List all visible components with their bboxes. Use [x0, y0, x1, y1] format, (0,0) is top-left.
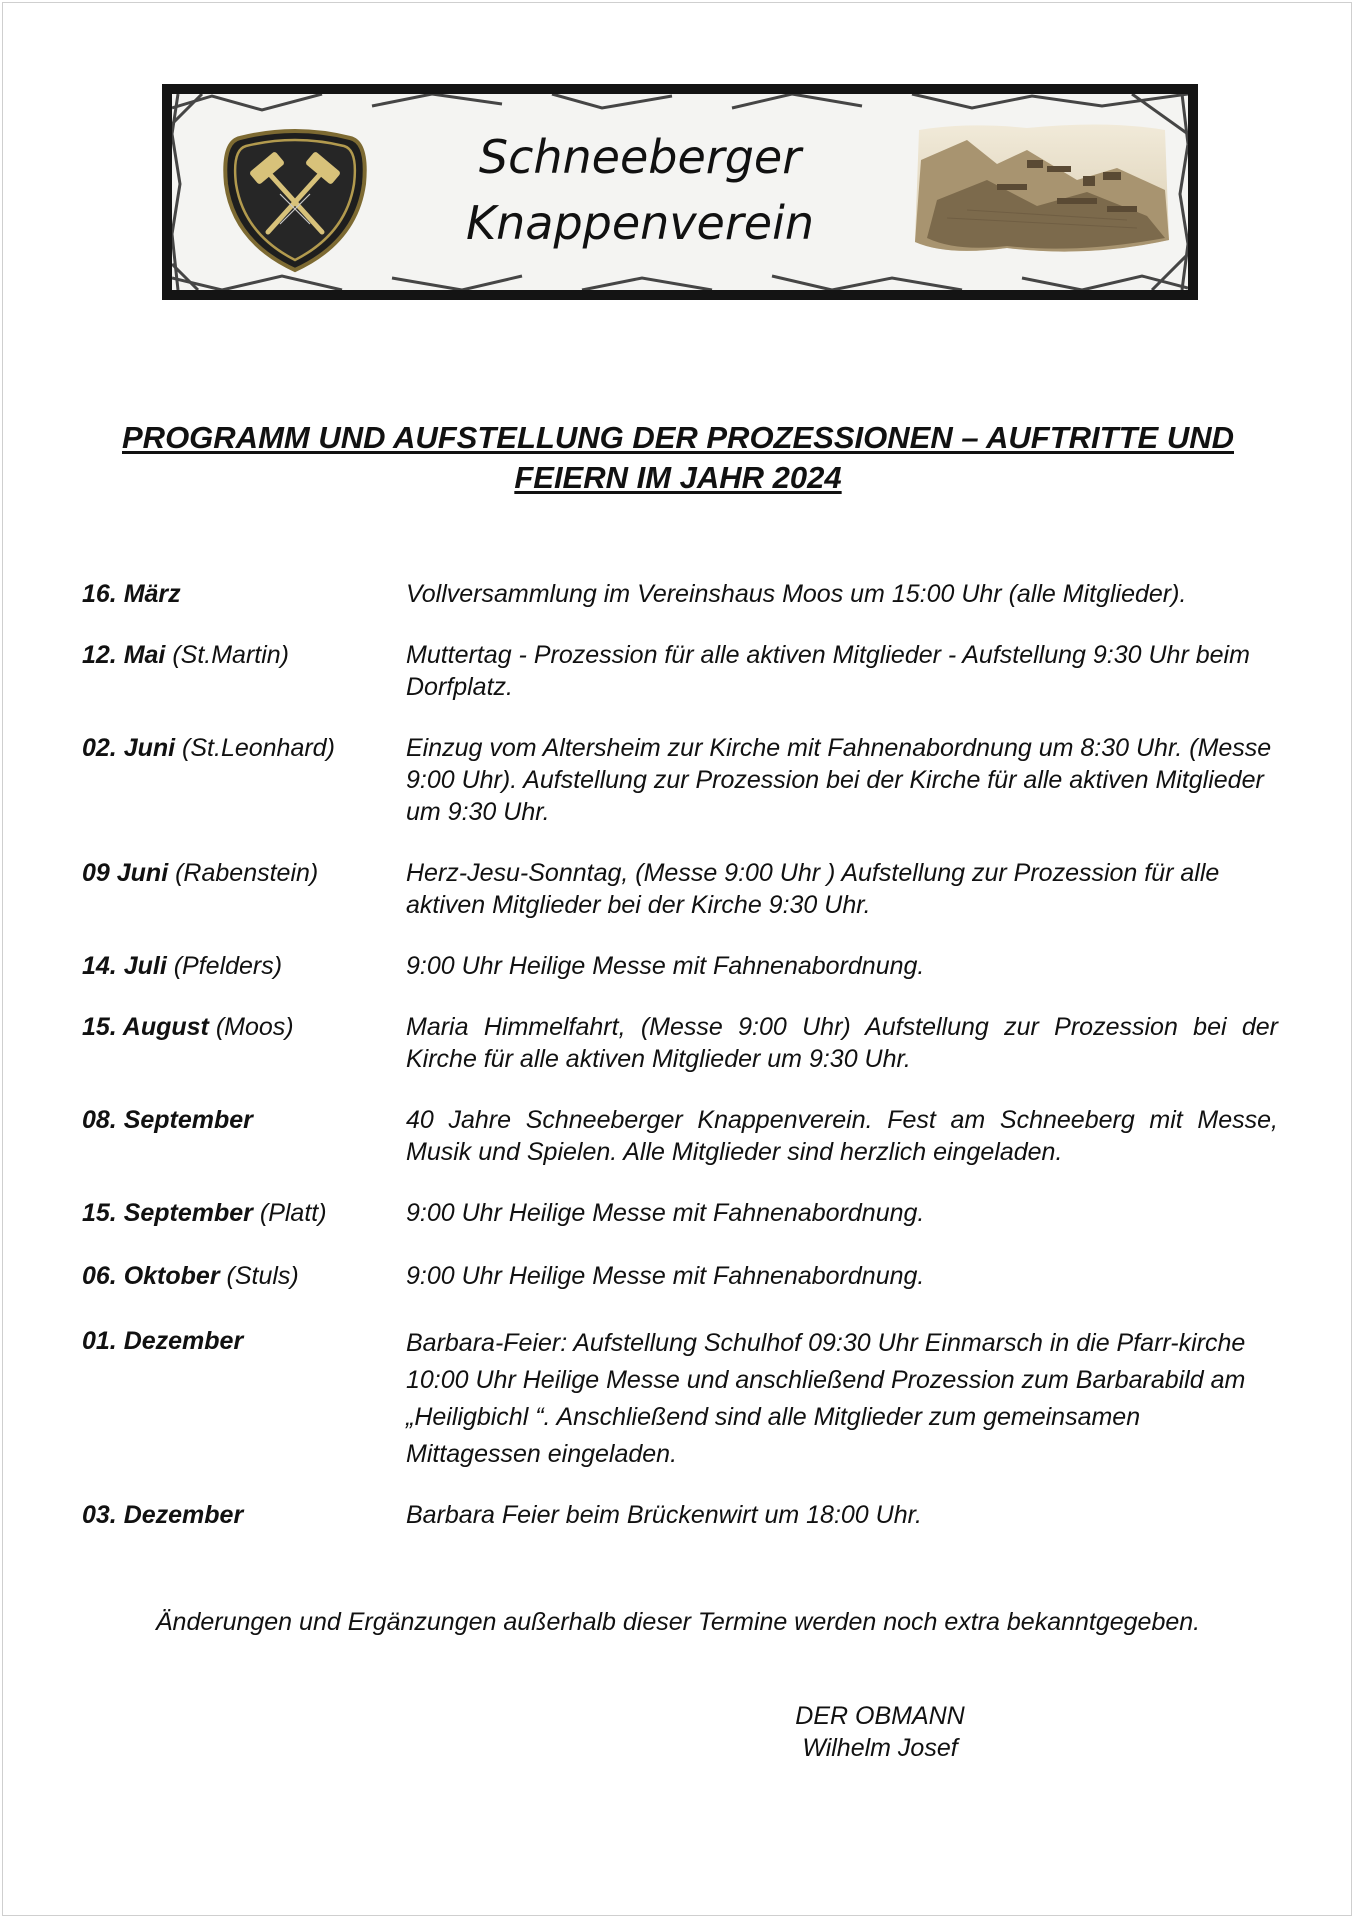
list-item: [82, 1104, 1278, 1168]
event-date: [82, 1197, 406, 1229]
event-date: [82, 639, 406, 703]
event-date: [82, 1499, 406, 1531]
date-text: 02. Juni: [82, 734, 176, 762]
date-text: 16. März: [82, 580, 181, 608]
list-item: [82, 639, 1278, 703]
event-list: [82, 578, 1278, 1531]
event-place: (Moos): [215, 1013, 294, 1041]
event-description: Barbara-Feier: Aufstellung Schulhof 09:30 Uhr Einmarsch in die Pfarr-kirche 10:00 Uhr Heilige Messe und anschließend Prozession zum Barbarabild am „Heiligbichl “. Anschließend sind alle Mitglieder zum gemeinsamen Mittagessen eingeladen.: [406, 1329, 1246, 1468]
event-description: Maria Himmelfahrt, (Messe 9:00 Uhr) Aufstellung zur Prozession bei der Kirche für alle aktiven Mitglieder um 9:30 Uhr.: [406, 1013, 1278, 1073]
event-date: [82, 1260, 406, 1292]
list-item: [82, 1011, 1278, 1075]
date-text: 06. Oktober: [82, 1262, 220, 1290]
event-place: (St.Leonhard): [182, 734, 335, 762]
signature-role: DER OBMANN: [795, 1702, 965, 1730]
event-date: [82, 950, 406, 982]
signature-block: [760, 1700, 1000, 1764]
event-description: 9:00 Uhr Heilige Messe mit Fahnenabordnung.: [406, 1199, 925, 1227]
event-place: (Stuls): [226, 1262, 299, 1290]
title-line-2: Knappenverein: [465, 196, 815, 250]
list-item: [82, 950, 1278, 982]
list-item: [82, 1499, 1278, 1531]
list-item: [82, 1260, 1278, 1292]
event-date: [82, 578, 406, 610]
list-item: [82, 1197, 1278, 1229]
header-banner: [162, 84, 1198, 300]
event-date: [82, 1104, 406, 1168]
list-item: [82, 732, 1278, 828]
event-date: [82, 1011, 406, 1075]
page-title: PROGRAMM UND AUFSTELLUNG DER PROZESSIONEN – AUFTRITTE UND FEIERN IM JAHR 2024: [122, 420, 1234, 495]
event-date: [82, 732, 406, 828]
signature-name: Wilhelm Josef: [802, 1734, 958, 1762]
title-line-1: Schneeberger: [478, 130, 802, 184]
date-text: 09 Juni: [82, 859, 169, 887]
event-description: Einzug vom Altersheim zur Kirche mit Fahnenabordnung um 8:30 Uhr. (Messe 9:00 Uhr). Aufstellung zur Prozession bei der Kirche für alle aktiven Mitglieder um 9:30 Uhr.: [406, 734, 1272, 826]
event-place: (Platt): [259, 1199, 327, 1227]
event-description: Herz-Jesu-Sonntag, (Messe 9:00 Uhr ) Aufstellung zur Prozession für alle aktiven Mitglieder bei der Kirche 9:30 Uhr.: [406, 859, 1220, 919]
date-text: 03. Dezember: [82, 1501, 244, 1529]
event-description: Muttertag - Prozession für alle aktiven Mitglieder - Aufstellung 9:30 Uhr beim Dorfplatz.: [406, 641, 1250, 701]
footer-note: Änderungen und Ergänzungen außerhalb dieser Termine werden noch extra bekanntgegeben.: [155, 1608, 1201, 1636]
event-description: Vollversammlung im Vereinshaus Moos um 15:00 Uhr (alle Mitglieder).: [406, 580, 1187, 608]
date-text: 14. Juli: [82, 952, 167, 980]
event-description: Barbara Feier beim Brückenwirt um 18:00 Uhr.: [406, 1501, 922, 1529]
event-place: (St.Martin): [172, 641, 290, 669]
event-date: [82, 1325, 406, 1473]
date-text: 12. Mai: [82, 641, 166, 669]
date-text: 15. August: [82, 1013, 209, 1041]
event-place: (Pfelders): [173, 952, 283, 980]
event-description: 40 Jahre Schneeberger Knappenverein. Fest am Schneeberg mit Messe, Musik und Spielen. Alle Mitglieder sind herzlich eingeladen.: [406, 1106, 1278, 1166]
event-place: (Rabenstein): [175, 859, 319, 887]
list-item: [82, 578, 1278, 610]
banner-panel: [172, 94, 1188, 290]
list-item: [82, 1325, 1278, 1473]
event-description: 9:00 Uhr Heilige Messe mit Fahnenabordnung.: [406, 952, 925, 980]
mine-landscape-photo: [907, 120, 1175, 260]
date-text: 01. Dezember: [82, 1327, 244, 1355]
list-item: [82, 857, 1278, 921]
event-date: [82, 857, 406, 921]
date-text: 15. September: [82, 1199, 253, 1227]
event-description: 9:00 Uhr Heilige Messe mit Fahnenabordnung.: [406, 1262, 925, 1290]
miners-crest-icon: [220, 124, 370, 274]
association-name: [460, 124, 820, 256]
date-text: 08. September: [82, 1106, 253, 1134]
